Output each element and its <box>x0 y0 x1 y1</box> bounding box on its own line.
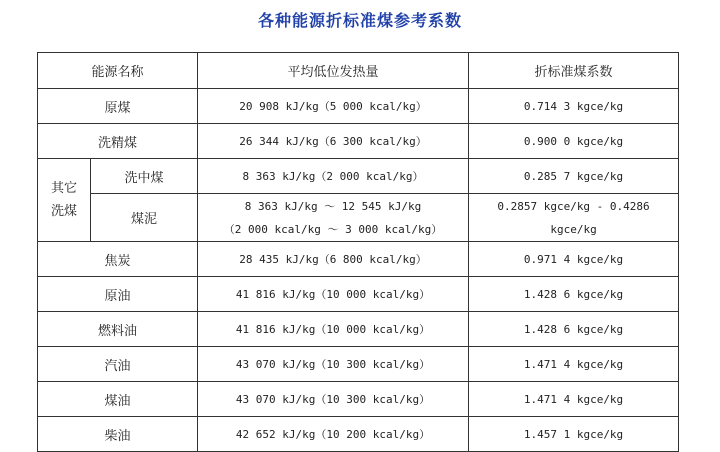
table-row <box>38 417 679 452</box>
energy-subname-cell: 煤泥 <box>91 194 198 242</box>
coefficient-cell: 0.285 7 kgce/kg <box>469 159 679 194</box>
heat-value-cell: 20 908 kJ/kg（5 000 kcal/kg） <box>198 89 469 124</box>
energy-subname-cell: 洗中煤 <box>91 159 198 194</box>
table-row <box>38 312 679 347</box>
heat-range-line-1: 8 363 kJ/kg ～ 12 545 kJ/kg <box>244 199 422 213</box>
group-cell-other-washed-coal <box>38 159 91 242</box>
energy-name-cell: 原油 <box>38 277 198 312</box>
table-row <box>38 382 679 417</box>
header-energy-name: 能源名称 <box>38 53 198 89</box>
table-header-row <box>38 53 679 89</box>
table-row <box>38 194 679 242</box>
heat-value-cell: 26 344 kJ/kg（6 300 kcal/kg） <box>198 124 469 159</box>
coef-range-line-2: kgce/kg <box>550 222 597 236</box>
energy-name-cell: 原煤 <box>38 89 198 124</box>
coef-range-line-1: 0.2857 kgce/kg - 0.4286 <box>497 199 650 213</box>
heat-value-cell: 41 816 kJ/kg（10 000 kcal/kg） <box>198 312 469 347</box>
coefficient-cell: 0.971 4 kgce/kg <box>469 242 679 277</box>
table-row <box>38 89 679 124</box>
coefficient-cell <box>469 194 679 242</box>
coefficient-cell: 0.714 3 kgce/kg <box>469 89 679 124</box>
table-row <box>38 347 679 382</box>
heat-value-cell: 28 435 kJ/kg（6 800 kcal/kg） <box>198 242 469 277</box>
heat-value-cell: 41 816 kJ/kg（10 000 kcal/kg） <box>198 277 469 312</box>
energy-name-cell: 焦炭 <box>38 242 198 277</box>
heat-value-cell: 42 652 kJ/kg（10 200 kcal/kg） <box>198 417 469 452</box>
energy-name-cell: 燃料油 <box>38 312 198 347</box>
coefficient-cell: 1.428 6 kgce/kg <box>469 277 679 312</box>
page-title: 各种能源折标准煤参考系数 <box>257 11 462 30</box>
coefficient-cell: 1.457 1 kgce/kg <box>469 417 679 452</box>
coefficient-cell: 1.471 4 kgce/kg <box>469 347 679 382</box>
energy-name-cell: 煤油 <box>38 382 198 417</box>
table-row <box>38 159 679 194</box>
group-label-line-2: 洗煤 <box>50 204 77 219</box>
table-row <box>38 277 679 312</box>
heat-value-cell: 43 070 kJ/kg（10 300 kcal/kg） <box>198 347 469 382</box>
heat-value-cell <box>198 194 469 242</box>
group-label-line-1: 其它 <box>50 181 77 196</box>
energy-name-cell: 洗精煤 <box>38 124 198 159</box>
coefficient-cell: 1.428 6 kgce/kg <box>469 312 679 347</box>
coefficient-cell: 0.900 0 kgce/kg <box>469 124 679 159</box>
energy-name-cell: 汽油 <box>38 347 198 382</box>
header-heat-value: 平均低位发热量 <box>198 53 469 89</box>
energy-name-cell: 柴油 <box>38 417 198 452</box>
heat-value-cell: 43 070 kJ/kg（10 300 kcal/kg） <box>198 382 469 417</box>
table-row <box>38 242 679 277</box>
coefficient-cell: 1.471 4 kgce/kg <box>469 382 679 417</box>
heat-value-cell: 8 363 kJ/kg（2 000 kcal/kg） <box>198 159 469 194</box>
header-coefficient: 折标准煤系数 <box>469 53 679 89</box>
energy-coefficient-table <box>37 52 679 452</box>
heat-range-line-2: （2 000 kcal/kg ～ 3 000 kcal/kg） <box>223 222 443 236</box>
table-row <box>38 124 679 159</box>
